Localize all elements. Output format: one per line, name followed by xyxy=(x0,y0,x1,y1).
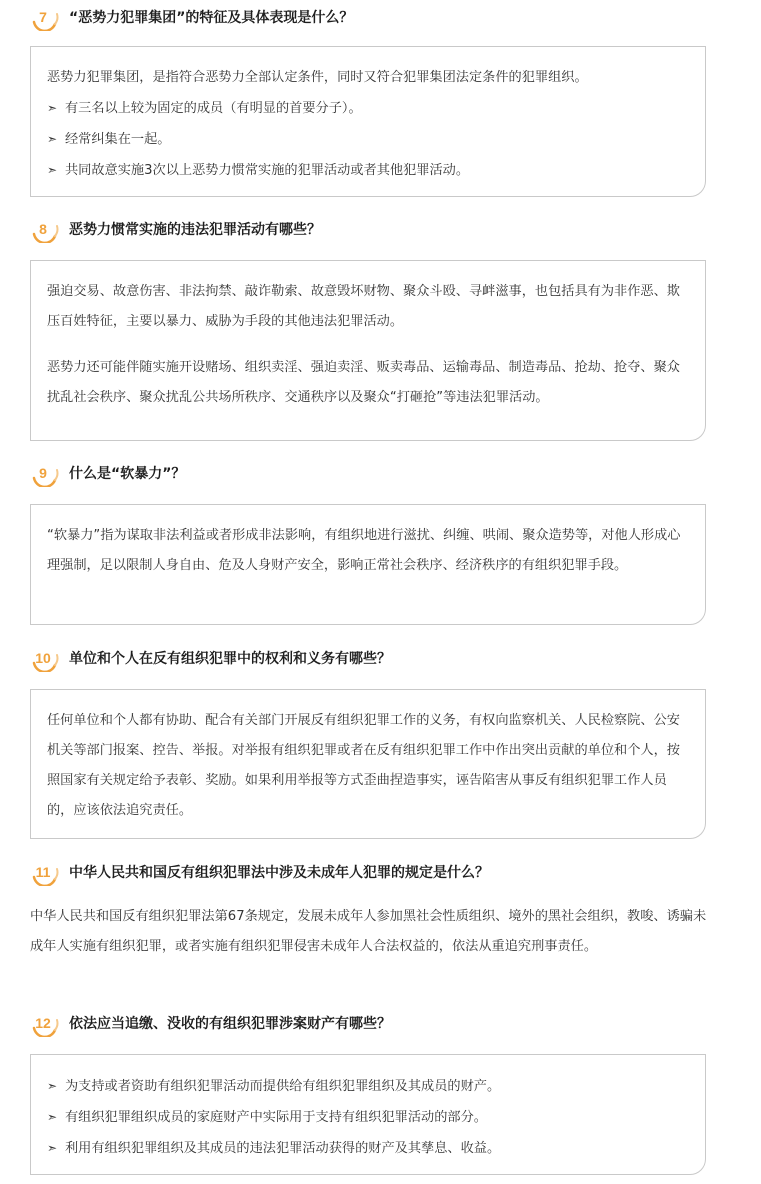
list-item xyxy=(47,1071,689,1102)
question-title: 什么是“软暴力”？ xyxy=(69,466,186,482)
question-title: 单位和个人在反有组织犯罪中的权利和义务有哪些？ xyxy=(69,651,391,667)
arrow-bullet-icon: ➣ xyxy=(47,1110,58,1124)
list-item xyxy=(47,93,689,124)
list-item xyxy=(47,1133,689,1164)
answer-paragraph: 中华人民共和国反有组织犯罪法第67条规定，发展未成年人参加黑社会性质组织、境外的黑社会组织，教唆、诱骗未成年人实施有组织犯罪，或者实施有组织犯罪侵害未成年人合法权益的，依法从重追究刑事责任。 xyxy=(30,909,707,954)
answer-box-8 xyxy=(30,260,706,441)
number-badge-icon xyxy=(31,215,59,243)
number-badge-icon xyxy=(31,459,59,487)
question-number: 12 xyxy=(35,1015,51,1031)
answer-box-12 xyxy=(30,1054,706,1175)
number-badge-icon xyxy=(31,1009,59,1037)
list-item-text: 经常纠集在一起。 xyxy=(65,132,171,147)
question-7-heading xyxy=(31,2,353,32)
question-title: 恶势力惯常实施的违法犯罪活动有哪些？ xyxy=(69,222,321,238)
answer-paragraph: “软暴力”指为谋取非法利益或者形成非法影响，有组织地进行滋扰、纠缠、哄闹、聚众造势等，对他人形成心理强制，足以限制人身自由、危及人身财产安全，影响正常社会秩序、经济秩序的有组织犯罪手段。 xyxy=(47,528,681,573)
question-number: 10 xyxy=(35,650,51,666)
question-8-heading xyxy=(31,214,321,244)
number-badge-icon xyxy=(31,644,59,672)
arrow-bullet-icon: ➣ xyxy=(47,1079,58,1093)
answer-text-11 xyxy=(30,902,710,962)
list-item-text: 为支持或者资助有组织犯罪活动而提供给有组织犯罪组织及其成员的财产。 xyxy=(65,1079,501,1094)
question-number: 7 xyxy=(39,9,47,25)
answer-box-9 xyxy=(30,504,706,625)
arrow-bullet-icon: ➣ xyxy=(47,101,58,115)
list-item-text: 有三名以上较为固定的成员（有明显的首要分子）。 xyxy=(65,101,362,116)
arrow-bullet-icon: ➣ xyxy=(47,163,58,177)
answer-paragraph: 强迫交易、故意伤害、非法拘禁、敲诈勒索、故意毁坏财物、聚众斗殴、寻衅滋事，也包括具有为非作恶、欺压百姓特征，主要以暴力、威胁为手段的其他违法犯罪活动。 xyxy=(47,284,680,329)
question-title: 依法应当追缴、没收的有组织犯罪涉案财产有哪些？ xyxy=(69,1016,391,1032)
question-9-heading xyxy=(31,458,185,488)
number-badge-icon xyxy=(31,3,59,31)
answer-paragraph: 任何单位和个人都有协助、配合有关部门开展反有组织犯罪工作的义务，有权向监察机关、人民检察院、公安机关等部门报案、控告、举报。对举报有组织犯罪或者在反有组织犯罪工作中作出突出贡献的单位和个人，按照国家有关规定给予表彰、奖励。如果利用举报等方式歪曲捏造事实，诬告陷害从事反有组织犯罪工作人员的，应该依法追究责任。 xyxy=(47,713,680,818)
question-title: 中华人民共和国反有组织犯罪法中涉及未成年人犯罪的规定是什么？ xyxy=(69,865,489,881)
list-item xyxy=(47,1102,689,1133)
question-number: 9 xyxy=(39,465,47,481)
arrow-bullet-icon: ➣ xyxy=(47,1141,58,1155)
arrow-bullet-icon: ➣ xyxy=(47,132,58,146)
answer-box-7 xyxy=(30,46,706,197)
list-item-text: 利用有组织犯罪组织及其成员的违法犯罪活动获得的财产及其孳息、收益。 xyxy=(65,1141,501,1156)
question-number: 11 xyxy=(35,864,51,880)
question-title: “恶势力犯罪集团”的特征及具体表现是什么？ xyxy=(69,10,354,26)
answer-paragraph: 恶势力还可能伴随实施开设赌场、组织卖淫、强迫卖淫、贩卖毒品、运输毒品、制造毒品、抢劫、抢夺、聚众扰乱社会秩序、聚众扰乱公共场所秩序、交通秩序以及聚众“打砸抢”等违法犯罪活动。 xyxy=(47,360,680,405)
list-item xyxy=(47,124,689,155)
number-badge-icon xyxy=(31,858,59,886)
list-item-text: 共同故意实施3次以上恶势力惯常实施的犯罪活动或者其他犯罪活动。 xyxy=(65,163,470,178)
question-number: 8 xyxy=(39,221,47,237)
question-11-heading xyxy=(31,857,489,887)
answer-box-10 xyxy=(30,689,706,839)
question-12-heading xyxy=(31,1008,391,1038)
answer-intro: 恶势力犯罪集团，是指符合恶势力全部认定条件，同时又符合犯罪集团法定条件的犯罪组织。 xyxy=(47,70,588,85)
question-10-heading xyxy=(31,643,391,673)
list-item xyxy=(47,155,689,186)
list-item-text: 有组织犯罪组织成员的家庭财产中实际用于支持有组织犯罪活动的部分。 xyxy=(65,1110,487,1125)
